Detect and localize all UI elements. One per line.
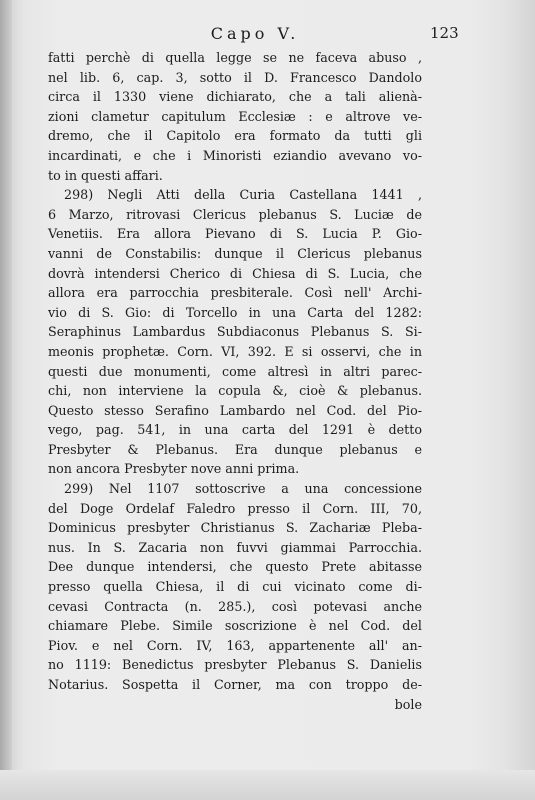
text-line: vego, pag. 541, in una carta del 1291 è detto — [48, 422, 422, 438]
text-line: 6 Marzo, ritrovasi Clericus plebanus S. Luciæ de — [48, 206, 422, 222]
paragraph-298-start: 298) Negli Atti della Curia Castellana 1441 , — [64, 187, 422, 203]
text-line: circa il 1330 viene dichiarato, che a tali alienà- — [48, 89, 422, 105]
page-header — [0, 24, 535, 46]
text-line: questi due monumenti, come altresì in altri parec- — [48, 363, 422, 379]
text-line: Seraphinus Lambardus Subdiaconus Plebanus S. Si- — [48, 324, 422, 340]
text-line: vio di S. Gio: di Torcello in una Carta del 1282: — [48, 304, 422, 320]
text-line: del Doge Ordelaf Faledro presso il Corn. III, 70, — [48, 500, 422, 516]
text-line: meonis prophetæ. Corn. VI, 392. E si osservi, che in — [48, 343, 422, 359]
text-line: presso quella Chiesa, il di cui vicinato come di- — [48, 579, 422, 595]
text-line: chi, non interviene la copula &, cioè & plebanus. — [48, 383, 422, 399]
catchword: bole — [394, 696, 422, 712]
text-line: dremo, che il Capitolo era formato da tutti gli — [48, 128, 422, 144]
text-line: vanni de Constabilis: dunque il Clericus plebanus — [48, 245, 422, 261]
text-line: fatti perchè di quella legge se ne faceva abuso , — [48, 50, 422, 65]
body-text — [48, 48, 422, 714]
text-line: Questo stesso Serafino Lambardo nel Cod. del Pio- — [48, 402, 422, 418]
text-line: Dee dunque intendersi, che questo Prete abitasse — [48, 559, 422, 575]
running-head: Capo V. — [210, 24, 300, 43]
page-bottom-edge — [0, 770, 535, 800]
text-line: incardinati, e che i Minoristi eziandio avevano vo- — [48, 147, 422, 163]
text-line: allora era parrocchia presbiterale. Così nell' Archi- — [48, 285, 422, 301]
text-line: zioni clametur capitulum Ecclesiæ : e altrove ve- — [48, 108, 422, 124]
paragraph-299-start: 299) Nel 1107 sottoscrive a una concessione — [64, 481, 422, 497]
text-line: Piov. e nel Corn. IV, 163, appartenente all' an- — [48, 637, 422, 653]
page-number: 123 — [430, 24, 459, 42]
text-line: Presbyter & Plebanus. Era dunque plebanus e — [48, 441, 422, 457]
text-line: cevasi Contracta (n. 285.), così potevasi anche — [48, 598, 422, 614]
text-line: Notarius. Sospetta il Corner, ma con troppo de- — [48, 677, 422, 692]
text-line: non ancora Presbyter nove anni prima. — [48, 461, 300, 477]
text-line: nel lib. 6, cap. 3, sotto il D. Francesco Dandolo — [48, 69, 422, 85]
text-line: Venetiis. Era allora Pievano di S. Lucia P. Gio- — [48, 226, 422, 242]
text-line: dovrà intendersi Cherico di Chiesa di S. Lucia, che — [48, 265, 422, 281]
text-line: to in questi affari. — [48, 167, 163, 183]
text-line: no 1119: Benedictus presbyter Plebanus S. Danielis — [48, 657, 422, 673]
text-line: nus. In S. Zacaria non fuvvi giammai Parrocchia. — [48, 539, 422, 555]
page-gutter-shadow — [0, 0, 12, 800]
text-line: Dominicus presbyter Christianus S. Zachariæ Pleba- — [48, 520, 422, 536]
text-line: chiamare Plebe. Simile soscrizione è nel Cod. del — [48, 618, 422, 634]
